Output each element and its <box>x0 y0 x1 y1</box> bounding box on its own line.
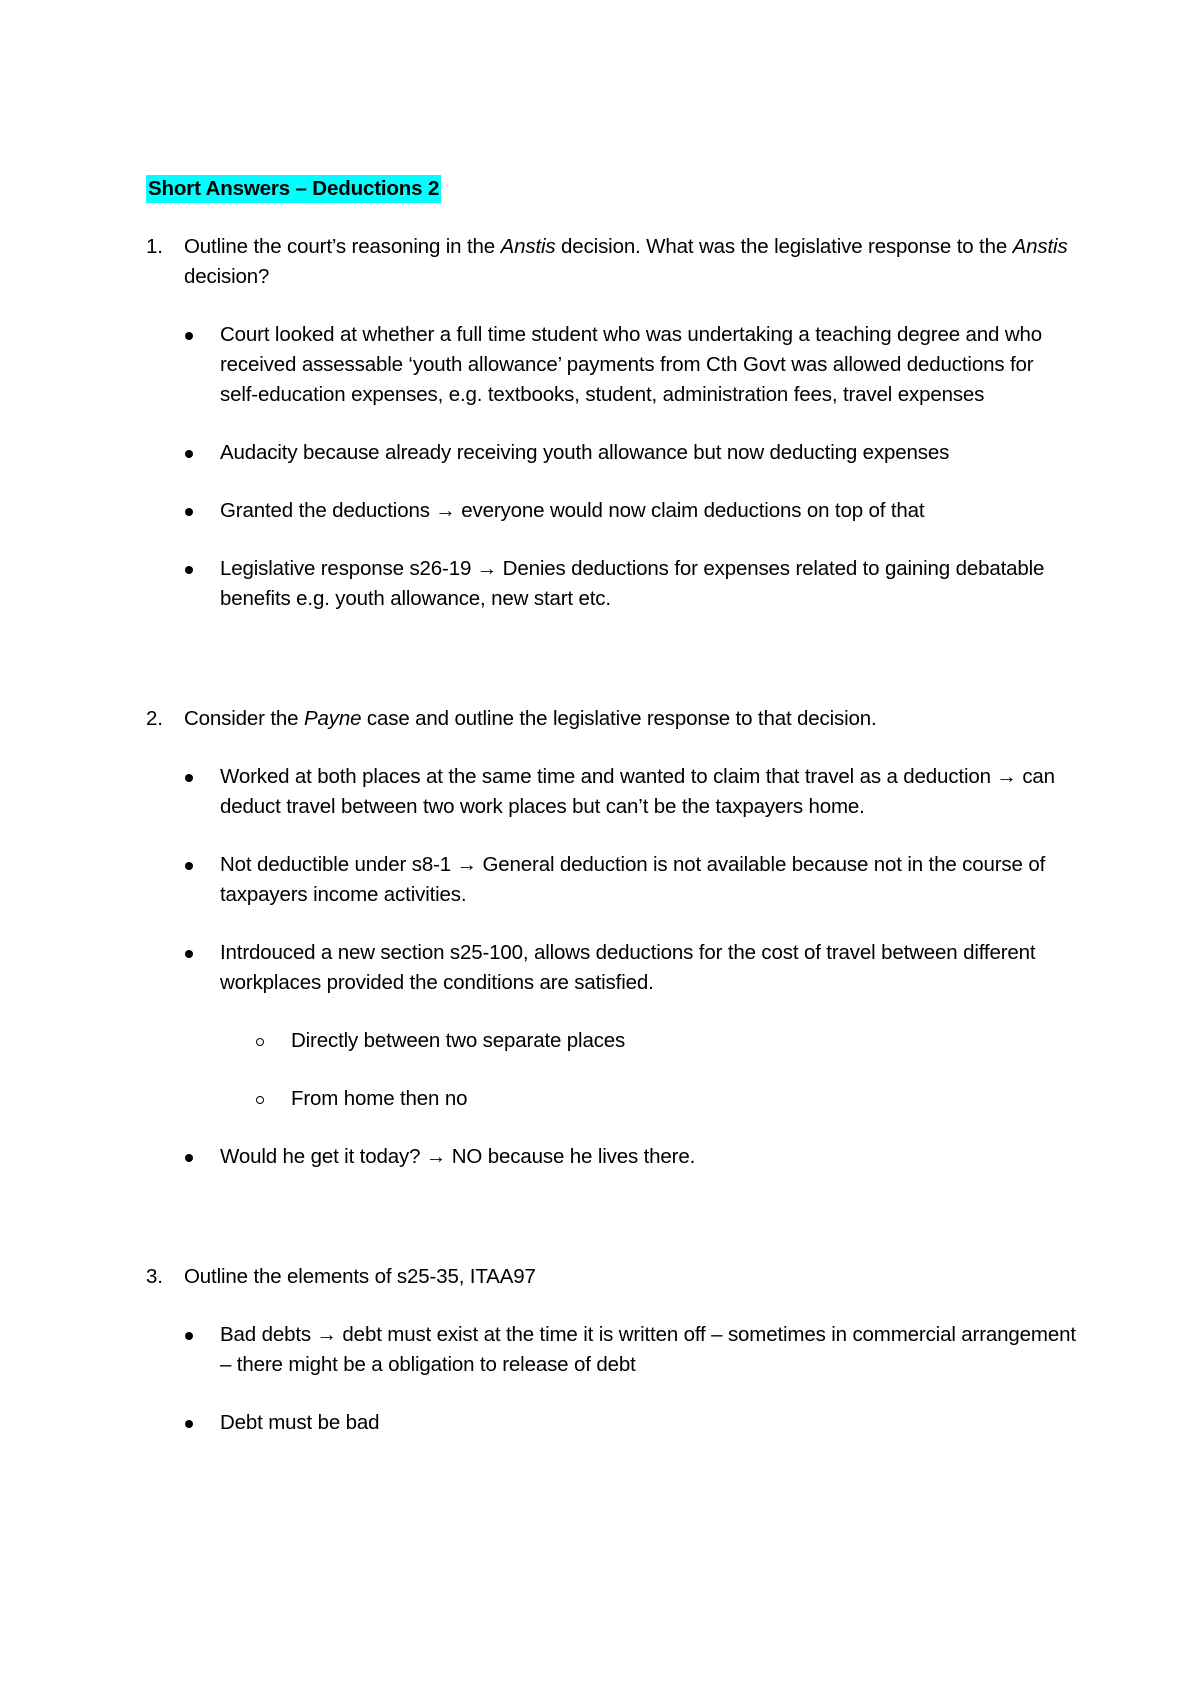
bullet-text: Debt must be bad <box>220 1411 380 1434</box>
bullet-icon <box>185 774 193 782</box>
bullet-icon <box>185 950 193 958</box>
document-title: Short Answers – Deductions 2 <box>146 175 441 203</box>
case-name: Payne <box>303 707 362 730</box>
arrow-icon: → <box>316 1323 337 1346</box>
text-run: decision. What was the legislative response to the <box>555 235 1013 258</box>
answer-list-3 <box>146 1320 1076 1438</box>
answer-list-2 <box>146 762 1076 1172</box>
arrow-icon: → <box>476 557 498 580</box>
sub-bullet-text: Directly between two separate places <box>291 1029 626 1052</box>
bullet-icon <box>185 862 193 870</box>
bullet-text: Audacity because already receiving youth allowance but now deducting expenses <box>220 441 950 464</box>
question-text <box>184 235 1068 288</box>
circle-bullet-icon <box>256 1096 264 1104</box>
question-text: Outline the elements of s25-35, ITAA97 <box>184 1265 536 1288</box>
bullet-icon <box>185 450 193 458</box>
case-name: Anstis <box>500 235 556 258</box>
bullet-text: Would he get it today? <box>220 1145 426 1168</box>
bullet-text: debt must exist at the time it is written off – sometimes in commercial arrangement – there might be a obligation to release of debt <box>220 1323 1076 1376</box>
document-body <box>146 174 1076 1438</box>
bullet-icon <box>185 566 193 574</box>
list-item <box>146 938 1076 998</box>
sub-list-item <box>146 1084 1076 1114</box>
bullet-text: Intrdouced a new section s25-100, allows deductions for the cost of travel between different workplaces provided the conditions are satisfied. <box>220 941 1036 994</box>
sub-bullet-text: From home then no <box>291 1087 468 1110</box>
bullet-text: Worked at both places at the same time and wanted to claim that travel as a deduction <box>220 765 997 788</box>
bullet-text: Not deductible under s8-1 <box>220 853 457 876</box>
list-item <box>146 438 1076 468</box>
list-item <box>146 762 1076 822</box>
title-line <box>146 174 1076 204</box>
arrow-icon: → <box>996 765 1017 788</box>
bullet-text: General deduction is not available because not in the course of taxpayers income activities. <box>220 853 1046 906</box>
sub-list-item <box>146 1026 1076 1056</box>
question-1 <box>146 232 1076 292</box>
bullet-text: Granted the deductions <box>220 499 436 522</box>
question-2 <box>146 704 1076 734</box>
case-name: Anstis <box>1012 235 1068 258</box>
question-number: 2. <box>146 707 163 730</box>
bullet-text: Court looked at whether a full time student who was undertaking a teaching degree and who received assessable ‘youth allowance’ payments from Cth Govt was allowed deductions for self-education expenses, e.g. textbooks, student, administration fees, travel expenses <box>220 323 1042 406</box>
list-item <box>146 1408 1076 1438</box>
circle-bullet-icon <box>256 1038 264 1046</box>
arrow-icon: → <box>456 853 477 876</box>
bullet-icon <box>185 1332 193 1340</box>
list-item <box>146 554 1076 614</box>
bullet-text: Legislative response s26-19 <box>220 557 477 580</box>
bullet-text: Bad debts <box>220 1323 317 1346</box>
list-item <box>146 496 1076 526</box>
bullet-icon <box>185 332 193 340</box>
bullet-text: Denies deductions for expenses related to gaining debatable benefits e.g. youth allowance, new start etc. <box>220 557 1045 610</box>
list-item <box>146 1320 1076 1380</box>
text-run: decision? <box>184 265 270 288</box>
bullet-text: can deduct travel between two work places but can’t be the taxpayers home. <box>220 765 1055 818</box>
bullet-text: everyone would now claim deductions on top of that <box>455 499 925 522</box>
bullet-text: NO because he lives there. <box>446 1145 696 1168</box>
bullet-icon <box>185 1420 193 1428</box>
arrow-icon: → <box>435 499 456 522</box>
question-number: 3. <box>146 1265 163 1288</box>
arrow-icon: → <box>425 1145 447 1168</box>
text-run: Consider the <box>184 707 304 730</box>
list-item <box>146 850 1076 910</box>
answer-list-1 <box>146 320 1076 614</box>
text-run: Outline the court’s reasoning in the <box>184 235 501 258</box>
list-item <box>146 1142 1076 1172</box>
question-3 <box>146 1262 1076 1292</box>
text-run: case and outline the legislative response to that decision. <box>361 707 877 730</box>
bullet-icon <box>185 508 193 516</box>
question-number: 1. <box>146 235 163 258</box>
question-text <box>184 707 877 730</box>
list-item <box>146 320 1076 410</box>
bullet-icon <box>185 1154 193 1162</box>
